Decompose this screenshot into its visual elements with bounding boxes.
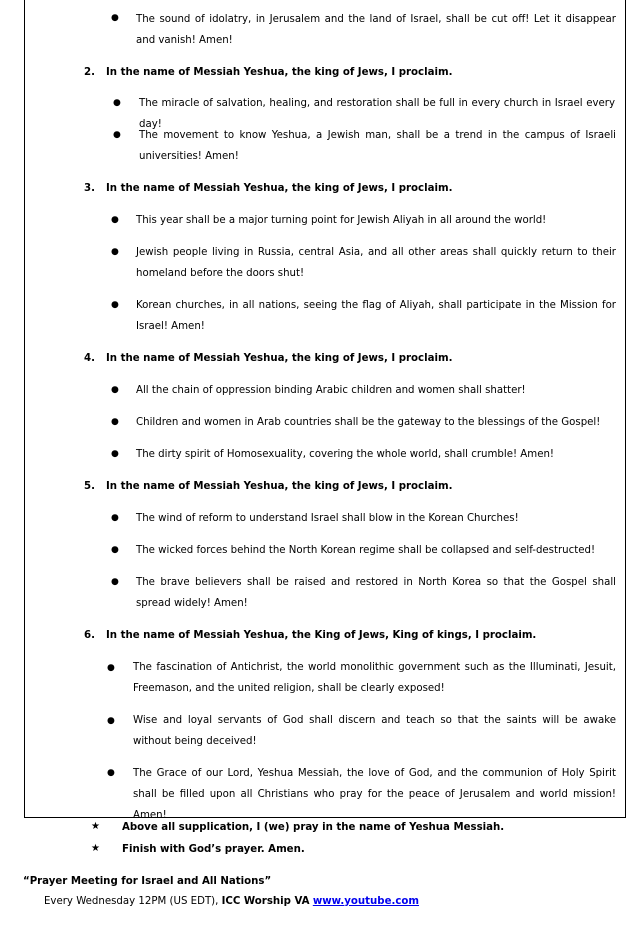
list-item: Wise and loyal servants of God shall discern and teach so that the saints will be awake without being deceived! (133, 715, 616, 747)
bullet-icon: ● (111, 13, 119, 23)
list-item: The fascination of Antichrist, the world monolithic government such as the Illuminati, Jesuit, Freemason, and the united religion, shall be clearly exposed! (133, 662, 616, 694)
section-heading: In the name of Messiah Yeshua, the king of Jews, I proclaim. (106, 481, 453, 492)
bullet-icon: ● (111, 247, 119, 257)
list-item: Children and women in Arab countries shall be the gateway to the blessings of the Gospel! (136, 417, 601, 428)
section-heading: In the name of Messiah Yeshua, the king of Jews, I proclaim. (106, 67, 453, 78)
list-item: The Grace of our Lord, Yeshua Messiah, the love of God, and the communion of Holy Spirit shall be filled upon all Christians who pray for the peace of Jerusalem and world mission! Amen! (133, 768, 616, 821)
section-heading: In the name of Messiah Yeshua, the King of Jews, King of kings, I proclaim. (106, 630, 537, 641)
bullet-icon: ● (111, 513, 119, 523)
star-icon: ★ (91, 821, 100, 832)
bullet-icon: ● (107, 768, 115, 778)
star-icon: ★ (91, 843, 100, 854)
closing-line: Finish with God’s prayer. Amen. (122, 844, 305, 855)
list-item: The wind of reform to understand Israel shall blow in the Korean Churches! (136, 513, 519, 524)
bullet-icon: ● (107, 663, 115, 673)
list-item: Korean churches, in all nations, seeing the flag of Aliyah, shall participate in the Mission for Israel! Amen! (136, 300, 616, 332)
list-item: The sound of idolatry, in Jerusalem and the land of Israel, shall be cut off! Let it disappear and vanish! Amen! (136, 14, 616, 46)
list-item: The dirty spirit of Homosexuality, covering the whole world, shall crumble! Amen! (136, 449, 555, 460)
meeting-host: ICC Worship VA (221, 896, 310, 907)
list-item: The miracle of salvation, healing, and restoration shall be full in every church in Israel every day! (139, 98, 615, 130)
list-item: The movement to know Yeshua, a Jewish man, shall be a trend in the campus of Israeli universities! Amen! (139, 130, 616, 162)
meeting-info (44, 896, 419, 907)
section-number: 6. (84, 630, 95, 641)
bullet-icon: ● (111, 545, 119, 555)
section-number: 4. (84, 353, 95, 364)
section-number: 5. (84, 481, 95, 492)
section-number: 2. (84, 67, 95, 78)
bullet-icon: ● (111, 215, 119, 225)
bullet-icon: ● (113, 130, 121, 140)
meeting-schedule: Every Wednesday 12PM (US EDT), (44, 896, 222, 907)
bullet-icon: ● (111, 300, 119, 310)
list-item: The wicked forces behind the North Korean regime shall be collapsed and self-destructed! (136, 545, 596, 556)
bullet-icon: ● (113, 98, 121, 108)
bullet-icon: ● (111, 385, 119, 395)
bullet-icon: ● (107, 716, 115, 726)
section-heading: In the name of Messiah Yeshua, the king of Jews, I proclaim. (106, 353, 453, 364)
closing-line: Above all supplication, I (we) pray in the name of Yeshua Messiah. (122, 822, 505, 833)
list-item: Jewish people living in Russia, central Asia, and all other areas shall quickly return to their homeland before the doors shut! (136, 247, 616, 279)
list-item: This year shall be a major turning point for Jewish Aliyah in all around the world! (136, 215, 547, 226)
list-item: The brave believers shall be raised and restored in North Korea so that the Gospel shall spread widely! Amen! (136, 577, 616, 609)
bullet-icon: ● (111, 449, 119, 459)
bullet-icon: ● (111, 417, 119, 427)
section-heading: In the name of Messiah Yeshua, the king of Jews, I proclaim. (106, 183, 453, 194)
bullet-icon: ● (111, 577, 119, 587)
section-number: 3. (84, 183, 95, 194)
youtube-link[interactable]: www.youtube.com (312, 896, 420, 907)
list-item: All the chain of oppression binding Arabic children and women shall shatter! (136, 385, 526, 396)
meeting-title: “Prayer Meeting for Israel and All Nations” (23, 876, 272, 887)
